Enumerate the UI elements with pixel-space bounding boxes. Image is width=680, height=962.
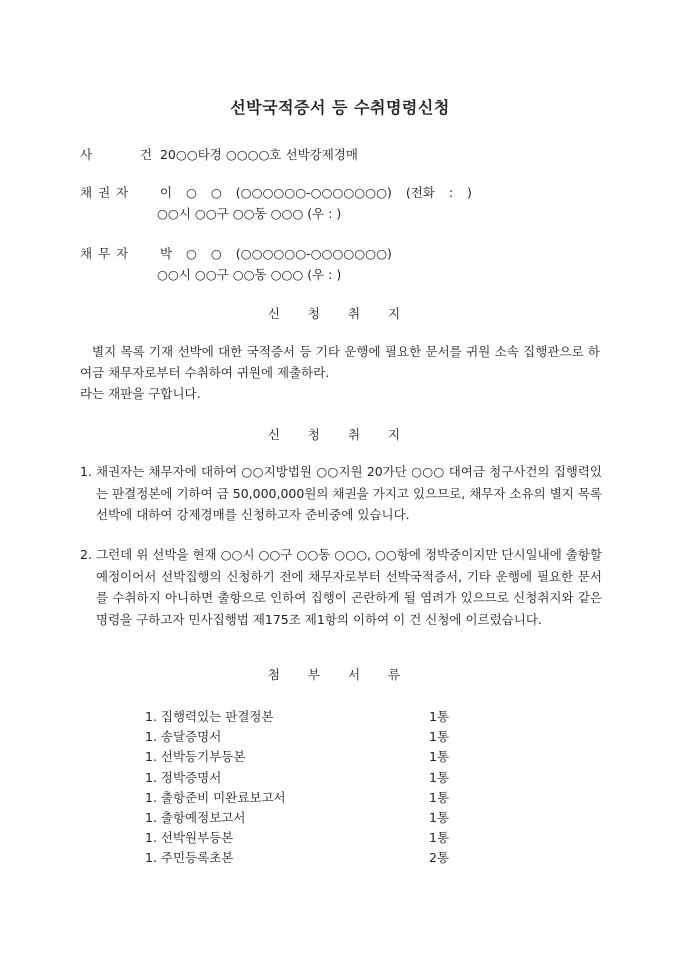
purpose-paragraph — [80, 341, 600, 383]
debtor-row — [80, 244, 392, 262]
creditor-line1: 이 ○ ○ (○○○○○○-○○○○○○○) (전화 : ) — [159, 185, 472, 200]
attachments-list — [145, 707, 465, 869]
attachment-name: 1. 정박증명서 — [145, 769, 222, 785]
document-title: 선박국적증서 등 수취명령신청 — [230, 98, 450, 117]
attachment-qty: 1통 — [429, 729, 450, 745]
attachment-name: 1. 선박원부등본 — [145, 830, 234, 846]
attachment-row — [145, 747, 465, 767]
reason-item-1 — [80, 461, 602, 526]
attachment-name: 1. 주민등록초본 — [145, 850, 234, 866]
creditor-row — [80, 183, 472, 201]
attachment-qty: 2통 — [429, 850, 450, 866]
attachment-name: 1. 송달증명서 — [145, 729, 222, 745]
attachment-name: 1. 출항준비 미완료보고서 — [145, 789, 286, 805]
attachment-qty: 1통 — [429, 749, 450, 765]
reason-text: 채권자는 채무자에 대하여 ○○지방법원 ○○지원 20가단 ○○○ 대여금 청구사건의 집행력있는 판결정본에 기하여 금 50,000,000원의 채권을 가지고 있으므로, 채무자 소유의 별지 목록 선박에 대하여 강제경매를 신청하고자 준비중에 있습니다. — [96, 464, 602, 522]
attachment-row — [145, 768, 465, 788]
debtor-line1: 박 ○ ○ (○○○○○○-○○○○○○○) — [159, 246, 392, 261]
reason-item-2 — [80, 544, 602, 630]
attachments-heading: 첨 부 서 류 — [267, 667, 413, 682]
reason-number: 2. — [80, 547, 92, 562]
attachment-row — [145, 707, 465, 727]
creditor-label: 채권자 — [80, 185, 135, 200]
purpose-text: 별지 목록 기재 선박에 대한 국적증서 등 기타 운행에 필요한 문서를 귀원 소속 집행관으로 하여금 채무자로부터 수취하여 귀원에 제출하라. — [80, 344, 600, 380]
attachment-qty: 1통 — [429, 809, 450, 825]
attachment-qty: 1통 — [429, 769, 450, 785]
attachment-qty: 1통 — [429, 789, 450, 805]
attachment-row — [145, 848, 465, 868]
attachment-row — [145, 727, 465, 747]
attachment-qty: 1통 — [429, 830, 450, 846]
attachment-name: 1. 출항예정보고서 — [145, 809, 246, 825]
attachment-row — [145, 808, 465, 828]
purpose-heading: 신 청 취 지 — [267, 306, 413, 321]
debtor-label: 채무자 — [80, 246, 135, 261]
purpose-closing: 라는 재판을 구합니다. — [80, 386, 201, 401]
reason-text: 그런데 위 선박을 현재 ○○시 ○○구 ○○동 ○○○, ○○항에 정박중이지만 단시일내에 출항할 예정이어서 선박집행의 신청하기 전에 채무자로부터 선박국적증서, 기타 운행에 필요한 문서를 수취하지 아니하면 출항으로 인하여 집행이 곤란하게 될 염려가 있으므로 신청취지와 같은 명령을 구하고자 민사집행법 제175조 제1항의 이하여 이 건 신청에 이르렀습니다. — [96, 547, 602, 627]
case-value: 20○○타경 ○○○○호 선박강제경매 — [159, 147, 358, 162]
debtor-address: ○○시 ○○구 ○○동 ○○○ (우 : ) — [157, 267, 342, 282]
reasons-heading: 신 청 취 지 — [267, 427, 413, 442]
reason-number: 1. — [80, 464, 92, 479]
attachment-row — [145, 788, 465, 808]
attachment-name: 1. 선박등기부등본 — [145, 749, 246, 765]
case-row — [80, 145, 358, 163]
creditor-address: ○○시 ○○구 ○○동 ○○○ (우 : ) — [157, 206, 342, 221]
attachment-row — [145, 828, 465, 848]
attachment-name: 1. 집행력있는 판결정본 — [145, 709, 274, 724]
attachment-qty: 1통 — [429, 709, 450, 724]
case-label: 사 건 — [80, 147, 175, 162]
